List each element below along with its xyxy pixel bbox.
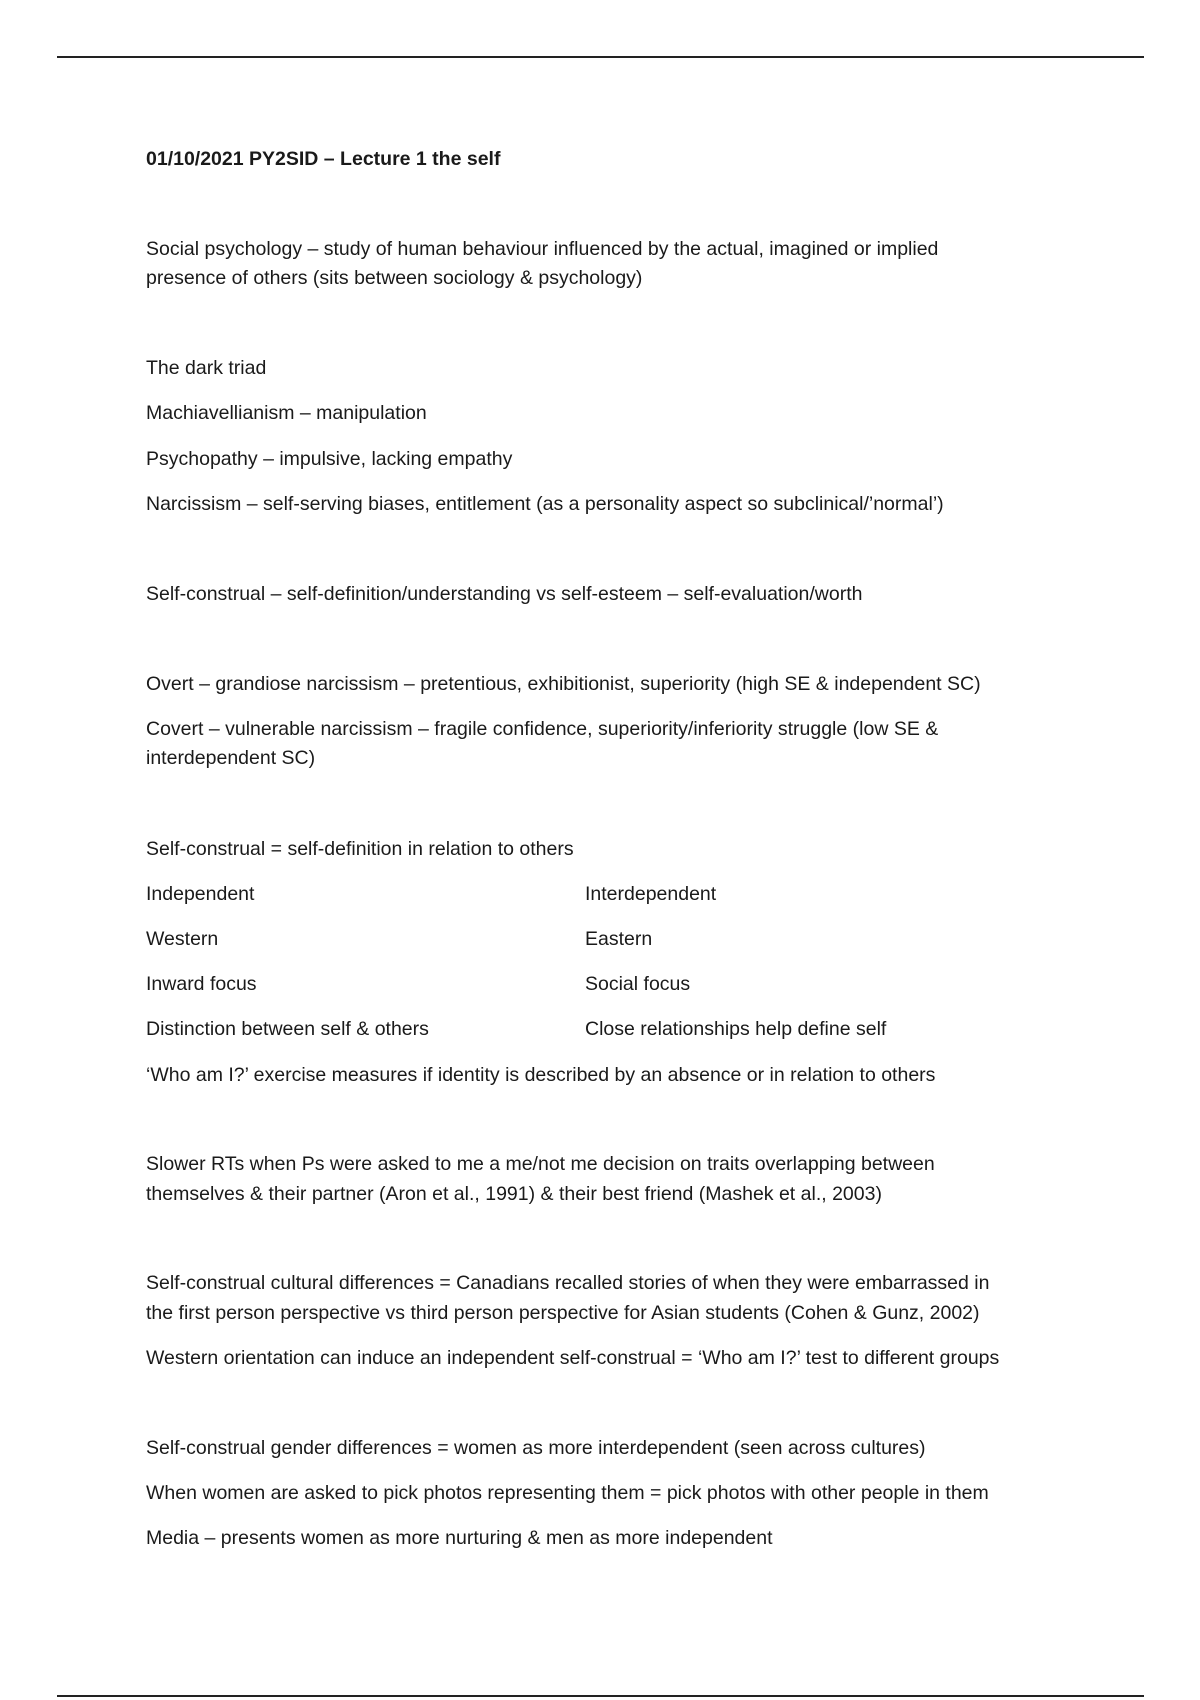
social-psychology-line-1: Social psychology – study of human behaviour influenced by the actual, imagined or implied (146, 238, 939, 260)
comparison-right-cell: Social focus (585, 973, 691, 995)
dark-triad-heading: The dark triad (146, 357, 267, 379)
overt-narcissism: Overt – grandiose narcissism – pretentious, exhibitionist, superiority (high SE & independent SC) (146, 673, 981, 695)
reaction-times-line-2: themselves & their partner (Aron et al., 1991) & their best friend (Mashek et al., 2003) (146, 1183, 882, 1205)
social-psychology-line-2: presence of others (sits between sociology & psychology) (146, 267, 643, 289)
gender-differences-line: When women are asked to pick photos representing them = pick photos with other people in them (146, 1482, 989, 1504)
header-rule (57, 56, 1144, 58)
comparison-left-cell: Inward focus (146, 973, 257, 995)
comparison-left-cell: Distinction between self & others (146, 1018, 429, 1040)
dark-triad-item: Machiavellianism – manipulation (146, 402, 427, 424)
self-construal-definition: Self-construal – self-definition/understanding vs self-esteem – self-evaluation/worth (146, 583, 863, 605)
comparison-left-cell: Western (146, 928, 219, 950)
page-title: 01/10/2021 PY2SID – Lecture 1 the self (146, 148, 501, 170)
gender-differences-line: Self-construal gender differences = women as more interdependent (seen across cultures) (146, 1437, 926, 1459)
dark-triad-item: Narcissism – self-serving biases, entitlement (as a personality aspect so subclinical/’normal’) (146, 493, 944, 515)
dark-triad-item: Psychopathy – impulsive, lacking empathy (146, 448, 513, 470)
comparison-left-cell: Independent (146, 883, 255, 905)
comparison-heading: Self-construal = self-definition in relation to others (146, 838, 574, 860)
covert-narcissism-line-2: interdependent SC) (146, 747, 316, 769)
who-am-i-note: ‘Who am I?’ exercise measures if identity is described by an absence or in relation to others (146, 1064, 936, 1086)
reaction-times-line-1: Slower RTs when Ps were asked to me a me/not me decision on traits overlapping between (146, 1153, 935, 1175)
gender-differences-line: Media – presents women as more nurturing & men as more independent (146, 1527, 773, 1549)
cultural-differences-line-1: Self-construal cultural differences = Canadians recalled stories of when they were embarrassed in (146, 1272, 990, 1294)
western-orientation-line: Western orientation can induce an independent self-construal = ‘Who am I?’ test to different groups (146, 1347, 1000, 1369)
comparison-right-cell: Interdependent (585, 883, 717, 905)
covert-narcissism-line-1: Covert – vulnerable narcissism – fragile confidence, superiority/inferiority struggle (low SE & (146, 718, 939, 740)
comparison-right-cell: Eastern (585, 928, 653, 950)
footer-rule (57, 1695, 1144, 1697)
cultural-differences-line-2: the first person perspective vs third person perspective for Asian students (Cohen & Gunz, 2002) (146, 1302, 980, 1324)
comparison-right-cell: Close relationships help define self (585, 1018, 887, 1040)
